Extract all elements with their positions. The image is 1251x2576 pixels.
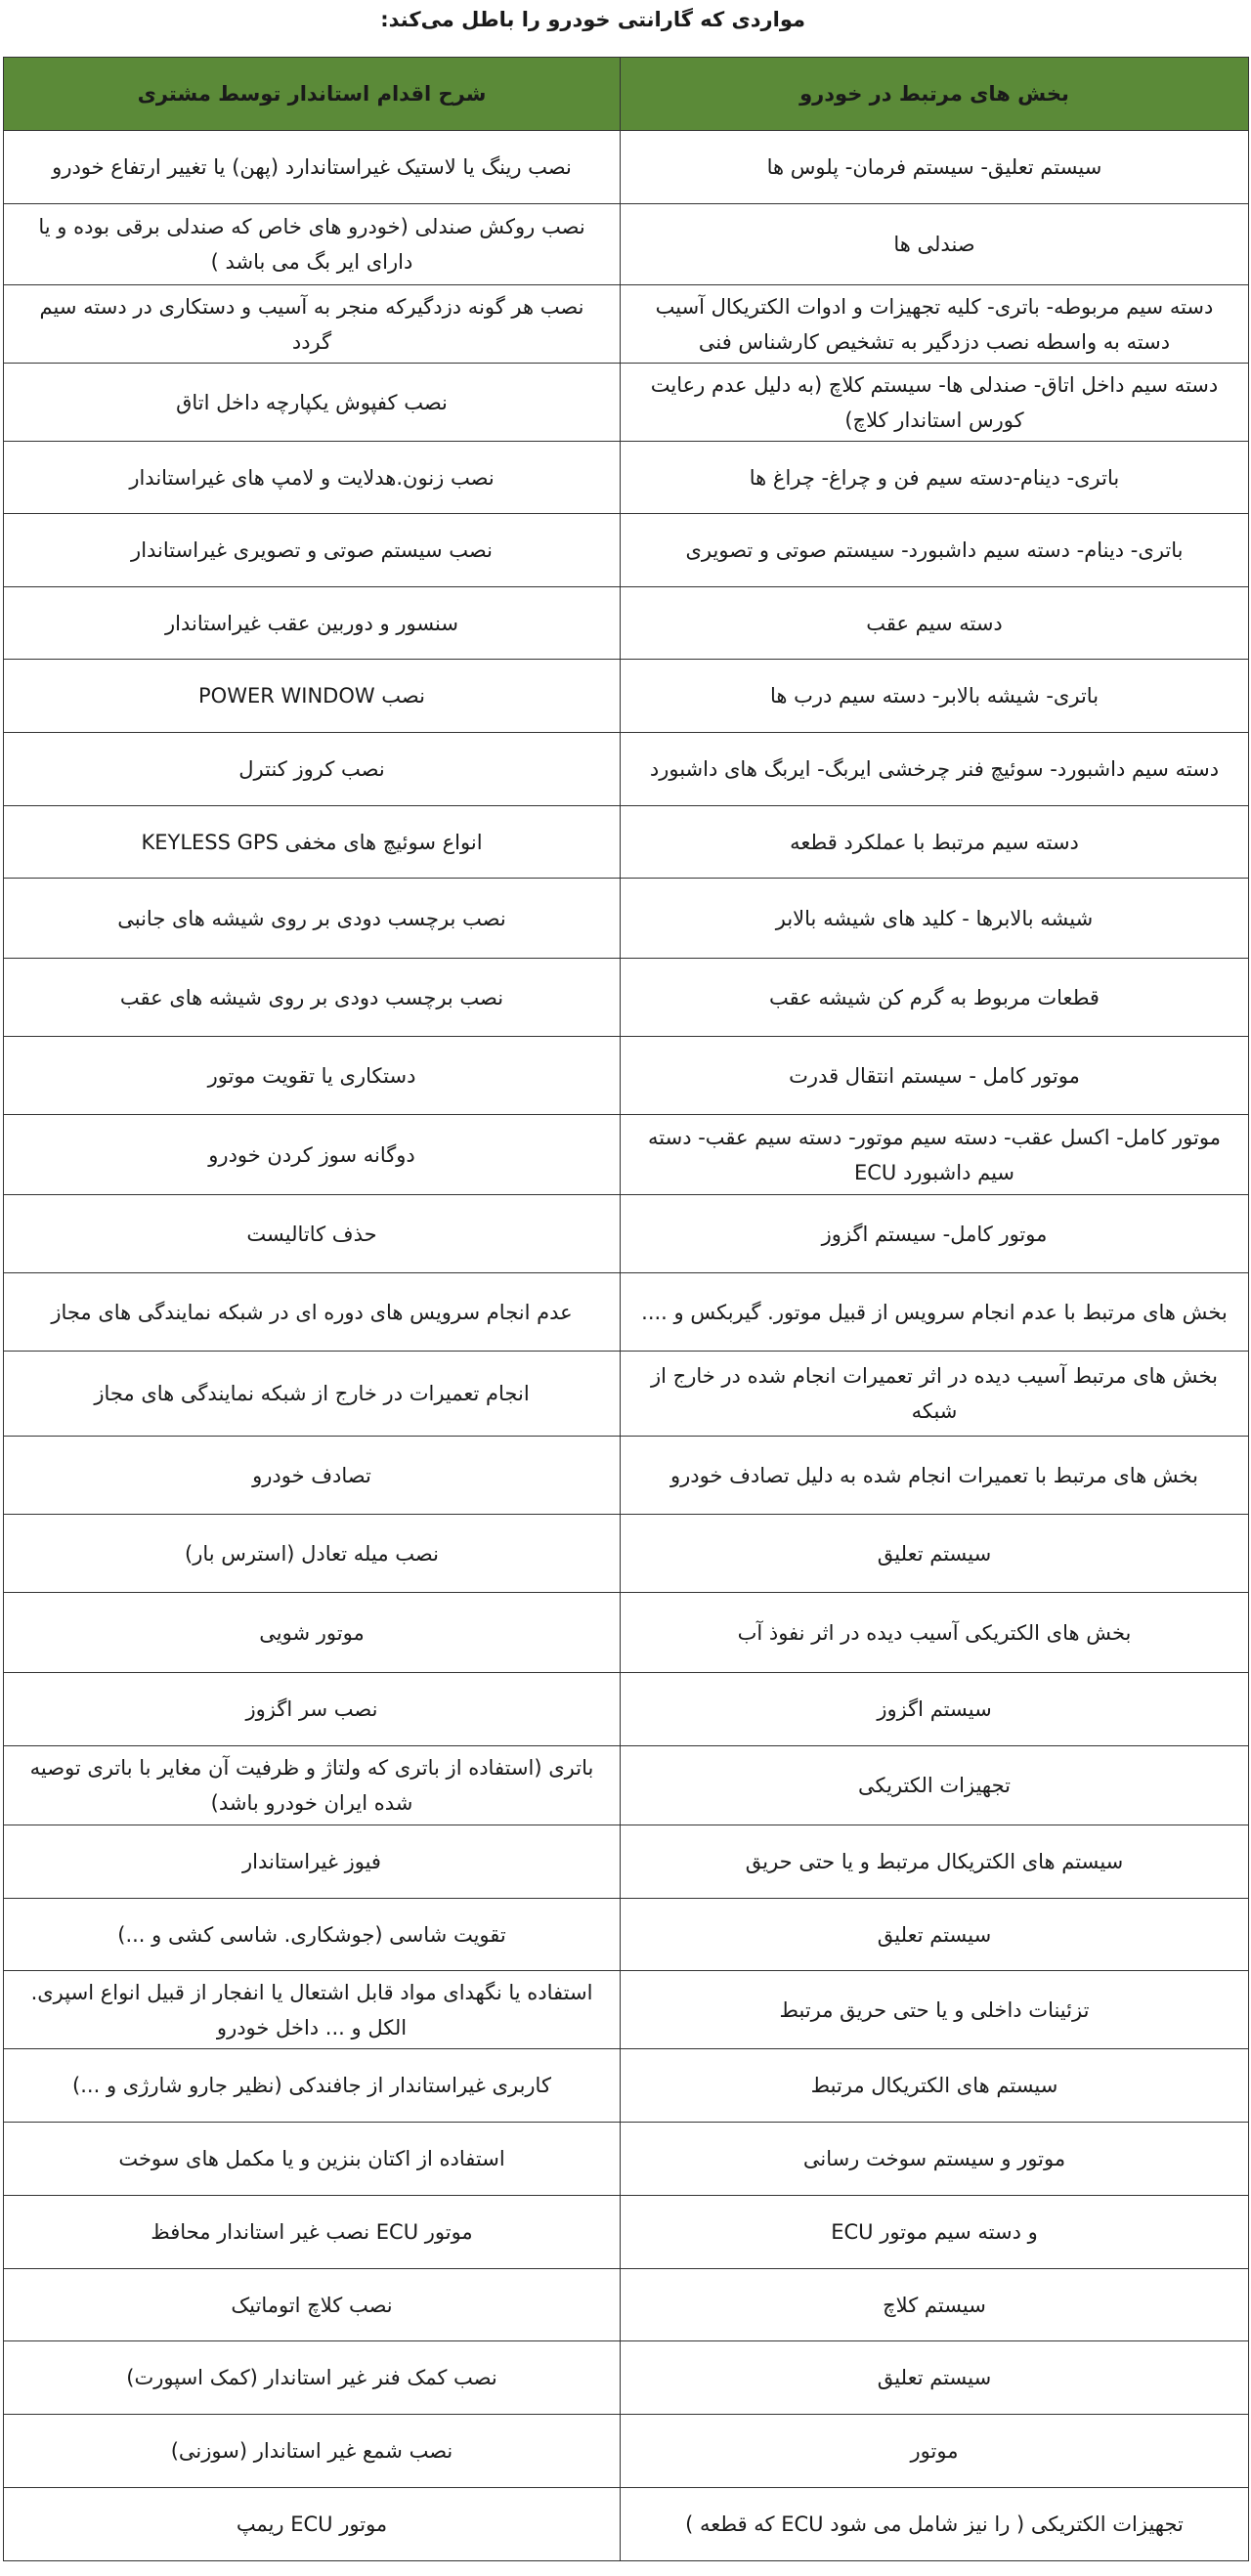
page-title: مواردی که گارانتی خودرو را باطل می‌کند: [380, 8, 805, 31]
warranty-table [3, 57, 1249, 2561]
table-row [4, 1515, 1249, 1593]
table-row [4, 2049, 1249, 2123]
cell-part: موتور کامل- سیستم اگزوز [621, 1195, 1249, 1273]
cell-action: نصب سیستم صوتی و تصویری غیراستاندار [4, 514, 621, 587]
cell-part: دسته سیم داشبورد- سوئیچ فنر چرخشی ایربگ- ایربگ های داشبورد [621, 733, 1249, 806]
cell-part: باتری- دینام-دسته سیم فن و چراغ- چراغ ها [621, 442, 1249, 514]
cell-action: دوگانه سوز کردن خودرو [4, 1115, 621, 1195]
cell-action: استفاده از اکتان بنزین و یا مکمل های سوخت [4, 2123, 621, 2196]
cell-action: نصب زنون.هدلایت و لامپ های غیراستاندار [4, 442, 621, 514]
table-row [4, 587, 1249, 660]
cell-part: موتور و سیستم سوخت رسانی [621, 2123, 1249, 2196]
table-row [4, 1037, 1249, 1115]
table-header-row [4, 58, 1249, 131]
table-row [4, 1971, 1249, 2049]
cell-action: نصب کلاچ اتوماتیک [4, 2269, 621, 2341]
cell-action: نصب کفپوش یکپارچه داخل اتاق [4, 364, 621, 442]
cell-action: نصب هر گونه دزدگیرکه منجر به آسیب و دستکاری در دسته سیم گردد [4, 285, 621, 364]
table-row [4, 2269, 1249, 2341]
cell-part: موتور کامل - سیستم انتقال قدرت [621, 1037, 1249, 1115]
table-row [4, 959, 1249, 1037]
cell-part: تجهیزات الکتریکی ( را نیز شامل می شود ECU که قطعه ) [621, 2488, 1249, 2561]
cell-part: قطعات مربوط به گرم کن شیشه عقب [621, 959, 1249, 1037]
table-row [4, 1746, 1249, 1825]
table-row [4, 733, 1249, 806]
table-row [4, 879, 1249, 959]
cell-part: سیستم های الکتریکال مرتبط [621, 2049, 1249, 2123]
cell-action: نصب روکش صندلی (خودرو های خاص که صندلی برقی بوده و یا دارای ایر بگ می باشد ) [4, 204, 621, 285]
cell-part: بخش های مرتبط با عدم انجام سرویس از قبیل موتور. گیربکس و .... [621, 1273, 1249, 1352]
cell-action: تصادف خودرو [4, 1437, 621, 1515]
cell-part: بخش های مرتبط با تعمیرات انجام شده به دلیل تصادف خودرو [621, 1437, 1249, 1515]
cell-part: دسته سیم عقب [621, 587, 1249, 660]
cell-part: تزئینات داخلی و یا حتی حریق مرتبط [621, 1971, 1249, 2049]
cell-part: بخش های مرتبط آسیب دیده در اثر تعمیرات انجام شده در خارج از شبکه [621, 1352, 1249, 1437]
cell-part: سیستم های الکتریکال مرتبط و یا حتی حریق [621, 1825, 1249, 1899]
cell-action: کاربری غیراستاندار از جافندکی (نظیر جارو شارژی و ...) [4, 2049, 621, 2123]
table-row [4, 1352, 1249, 1437]
table-row [4, 1825, 1249, 1899]
cell-part: تجهیزات الکتریکی [621, 1746, 1249, 1825]
table-row [4, 285, 1249, 364]
header-part: بخش های مرتبط در خودرو [621, 58, 1249, 131]
cell-action: نصب کروز کنترل [4, 733, 621, 806]
table-row [4, 131, 1249, 204]
table-row [4, 1899, 1249, 1971]
cell-action: نصب کمک فنر غیر استاندار (کمک اسپورت) [4, 2341, 621, 2415]
cell-action: نصب برچسب دودی بر روی شیشه های عقب [4, 959, 621, 1037]
cell-action: عدم انجام سرویس های دوره ای در شبکه نمایندگی های مجاز [4, 1273, 621, 1352]
cell-part: سیستم اگزوز [621, 1673, 1249, 1746]
table-row [4, 1195, 1249, 1273]
cell-action: موتور ECU ریمپ [4, 2488, 621, 2561]
cell-part: سیستم تعلیق [621, 1515, 1249, 1593]
table-row [4, 514, 1249, 587]
cell-action: نصب سر اگزوز [4, 1673, 621, 1746]
table-row [4, 1115, 1249, 1195]
cell-part: و دسته سیم موتور ECU [621, 2196, 1249, 2269]
cell-action: حذف کاتالیست [4, 1195, 621, 1273]
cell-action: تقویت شاسی (جوشکاری. شاسی کشی و ...) [4, 1899, 621, 1971]
table-row [4, 442, 1249, 514]
cell-action: نصب برچسب دودی بر روی شیشه های جانبی [4, 879, 621, 959]
table-body [4, 131, 1249, 2561]
cell-action: دستکاری یا تقویت موتور [4, 1037, 621, 1115]
table-row [4, 806, 1249, 879]
cell-part: دسته سیم مرتبط با عملکرد قطعه [621, 806, 1249, 879]
cell-part: موتور کامل- اکسل عقب- دسته سیم موتور- دسته سیم عقب- دسته سیم داشبورد ECU [621, 1115, 1249, 1195]
cell-part: سیستم تعلیق- سیستم فرمان- پلوس ها [621, 131, 1249, 204]
cell-action: فیوز غیراستاندار [4, 1825, 621, 1899]
cell-part: دسته سیم داخل اتاق- صندلی ها- سیستم کلاچ (به دلیل عدم رعایت کورس استاندار کلاچ) [621, 364, 1249, 442]
cell-action: استفاده یا نگهدای مواد قابل اشتعال یا انفجار از قبیل انواع اسپری. الکل و ... داخل خودرو [4, 1971, 621, 2049]
table-row [4, 2488, 1249, 2561]
cell-part: صندلی ها [621, 204, 1249, 285]
table-row [4, 2196, 1249, 2269]
table-row [4, 1673, 1249, 1746]
table-row [4, 2415, 1249, 2488]
table-row [4, 364, 1249, 442]
cell-action: نصب رینگ یا لاستیک غیراستاندارد (پهن) یا تغییر ارتفاع خودرو [4, 131, 621, 204]
cell-action: انجام تعمیرات در خارج از شبکه نمایندگی های مجاز [4, 1352, 621, 1437]
table-row [4, 1593, 1249, 1673]
table-row [4, 2341, 1249, 2415]
cell-action: انواع سوئیچ های مخفی KEYLESS GPS [4, 806, 621, 879]
table-row [4, 1437, 1249, 1515]
table-row [4, 1273, 1249, 1352]
cell-action: موتور شویی [4, 1593, 621, 1673]
header-action: شرح اقدام استاندار توسط مشتری [4, 58, 621, 131]
cell-part: بخش های الکتریکی آسیب دیده در اثر نفوذ آب [621, 1593, 1249, 1673]
cell-part: سیستم کلاچ [621, 2269, 1249, 2341]
cell-action: باتری (استفاده از باتری که ولتاژ و ظرفیت آن مغایر با باتری توصیه شده ایران خودرو باشد) [4, 1746, 621, 1825]
table-row [4, 660, 1249, 733]
cell-action: نصب POWER WINDOW [4, 660, 621, 733]
table-row [4, 2123, 1249, 2196]
cell-action: نصب میله تعادل (استرس بار) [4, 1515, 621, 1593]
cell-part: باتری- شیشه بالابر- دسته سیم درب ها [621, 660, 1249, 733]
cell-part: شیشه بالابرها - کلید های شیشه بالابر [621, 879, 1249, 959]
cell-part: باتری- دینام- دسته سیم داشبورد- سیستم صوتی و تصویری [621, 514, 1249, 587]
cell-part: دسته سیم مربوطه- باتری- کلیه تجهیزات و ادوات الکتریکال آسیب دسته به واسطه نصب دزدگیر به تشخیص کارشناس فنی [621, 285, 1249, 364]
cell-action: نصب شمع غیر استاندار (سوزنی) [4, 2415, 621, 2488]
cell-part: موتور [621, 2415, 1249, 2488]
cell-part: سیستم تعلیق [621, 1899, 1249, 1971]
table-row [4, 204, 1249, 285]
cell-action: سنسور و دوربین عقب غیراستاندار [4, 587, 621, 660]
cell-part: سیستم تعلیق [621, 2341, 1249, 2415]
cell-action: موتور ECU نصب غیر استاندار محافظ [4, 2196, 621, 2269]
